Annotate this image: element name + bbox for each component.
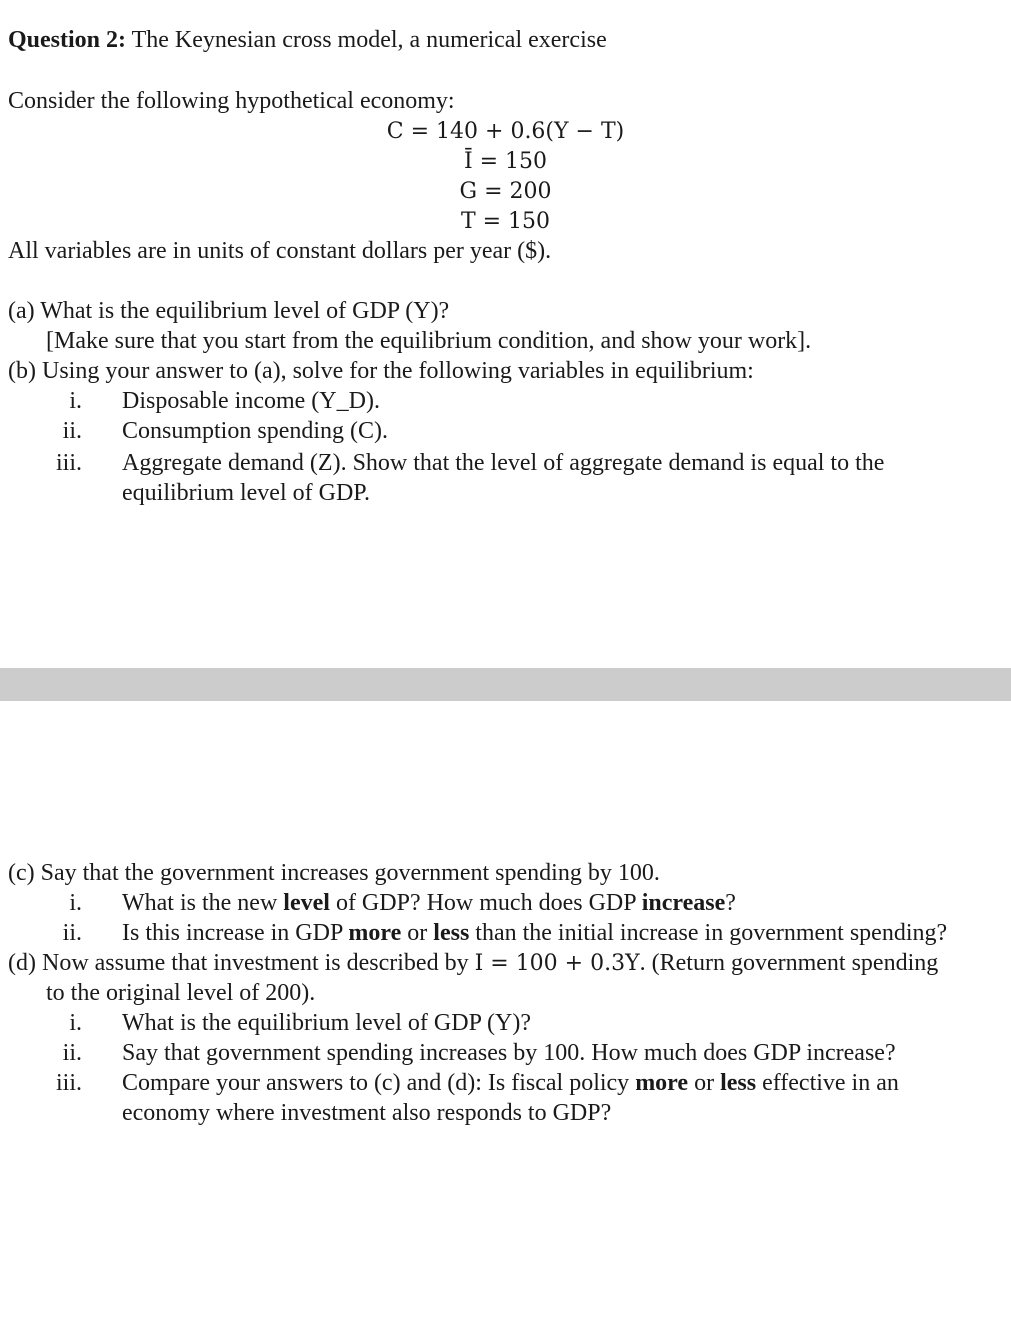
- part-c-item-2-text: [122, 918, 947, 948]
- part-b-item-2-text: Consumption spending (C).: [122, 418, 389, 444]
- part-a-question: (a) What is the equilibrium level of GDP (Y)?: [8, 298, 450, 324]
- part-c-item-1-bold-increase: increase: [641, 890, 726, 916]
- equation-government-text: G = 200: [459, 179, 552, 204]
- part-d-formula: I = 100 + 0.3Y: [474, 951, 640, 976]
- page-separator-band: [0, 668, 1011, 701]
- part-c-item-2-text-a: Is this increase in GDP: [122, 920, 349, 946]
- equation-investment: [0, 146, 1011, 177]
- part-d-item-3-text-d: effective in an: [756, 1070, 899, 1096]
- part-c-question: (c) Say that the government increases government spending by 100.: [8, 860, 660, 886]
- part-c-item-2-bold-less: less: [433, 920, 470, 946]
- part-b-item-1-number: i.: [69, 388, 82, 414]
- equation-consumption: [0, 116, 1011, 147]
- part-d-text-a: (d) Now assume that investment is described by: [8, 950, 475, 976]
- part-c-item-1-text-c: of GDP? How much does GDP: [329, 890, 642, 916]
- part-d-item-3-bold-more: more: [635, 1070, 689, 1096]
- part-d-item-3-number: iii.: [55, 1070, 82, 1096]
- part-c-item-2-number: ii.: [62, 920, 82, 946]
- part-d-item-1-text: What is the equilibrium level of GDP (Y)?: [122, 1010, 532, 1036]
- part-c-item-1-number: i.: [69, 890, 82, 916]
- part-d-item-1-number: i.: [69, 1010, 82, 1036]
- part-c-item-1-text-a: What is the new: [122, 890, 284, 916]
- part-b-item-3-number: iii.: [55, 450, 82, 476]
- part-d-item-3-text-a: Compare your answers to (c) and (d): Is fiscal policy: [122, 1070, 636, 1096]
- part-d-item-3-continuation: economy where investment also responds to GDP?: [122, 1100, 612, 1126]
- part-d-question: [8, 948, 938, 979]
- part-d-item-3-text-c: or: [688, 1070, 721, 1096]
- part-c-item-1-text: [122, 888, 736, 918]
- part-b-item-1-text: Disposable income (Y_D).: [122, 388, 380, 414]
- question-heading: [8, 25, 607, 55]
- part-d-text-b: . (Return government spending: [639, 950, 939, 976]
- part-d-item-3-text: [122, 1068, 899, 1098]
- equation-consumption-text: C = 140 + 0.6(Y − T): [386, 119, 625, 144]
- part-b-item-3-text: Aggregate demand (Z). Show that the level of aggregate demand is equal to the: [122, 450, 885, 476]
- units-note: All variables are in units of constant dollars per year ($).: [8, 238, 552, 264]
- part-b-item-3-continuation: equilibrium level of GDP.: [122, 480, 370, 506]
- equation-investment-text: Ī = 150: [463, 149, 548, 174]
- part-a-note: [Make sure that you start from the equilibrium condition, and show your work].: [46, 328, 812, 354]
- part-c-item-2-text-c: or: [401, 920, 434, 946]
- equation-taxes-text: T = 150: [460, 209, 551, 234]
- equation-government: [0, 176, 1011, 207]
- part-c-item-2-bold-more: more: [348, 920, 402, 946]
- part-d-item-3-bold-less: less: [720, 1070, 757, 1096]
- part-b-question: (b) Using your answer to (a), solve for the following variables in equilibrium:: [8, 358, 754, 384]
- intro-text: Consider the following hypothetical economy:: [8, 88, 455, 114]
- question-title: The Keynesian cross model, a numerical exercise: [131, 27, 607, 53]
- question-label: Question 2:: [8, 27, 127, 53]
- part-c-item-2-text-d: than the initial increase in government spending?: [469, 920, 948, 946]
- part-d-item-2-text: Say that government spending increases by 100. How much does GDP increase?: [122, 1040, 896, 1066]
- part-d-item-2-number: ii.: [62, 1040, 82, 1066]
- part-b-item-2-number: ii.: [62, 418, 82, 444]
- equation-taxes: [0, 206, 1011, 237]
- part-c-item-1-bold-level: level: [283, 890, 330, 916]
- part-c-item-1-text-d: ?: [725, 890, 736, 916]
- part-d-continuation: to the original level of 200).: [46, 980, 316, 1006]
